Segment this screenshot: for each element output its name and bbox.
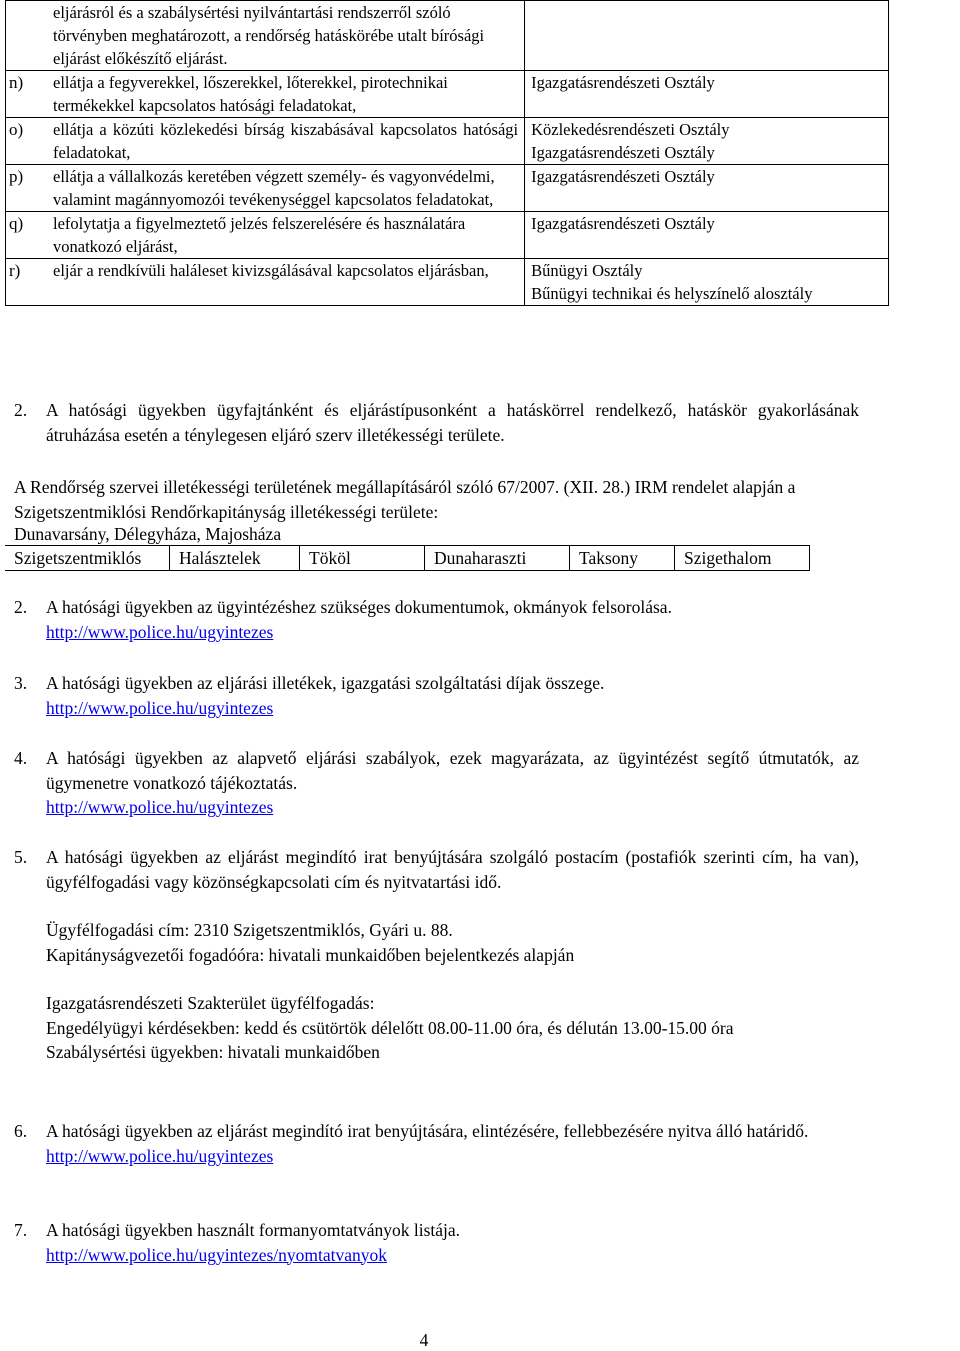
task-text: eljárásról és a szabálysértési nyilvántartási rendszerről szóló törvényben meghatározott, a rendőrség hatáskörébe utalt bírósági eljárást előkészítő eljárást. bbox=[53, 3, 485, 68]
section-number: 7. bbox=[14, 1220, 28, 1240]
department: Igazgatásrendészeti Osztály bbox=[531, 214, 715, 233]
department: Igazgatásrendészeti Osztály bbox=[531, 167, 715, 186]
section-fees bbox=[14, 671, 859, 720]
tasks-table bbox=[5, 0, 889, 306]
section-number: 2. bbox=[14, 597, 28, 617]
section-jurisdiction bbox=[14, 398, 859, 447]
section-number: 2. bbox=[14, 400, 28, 420]
places-row-1 bbox=[5, 523, 810, 546]
section-text: A hatósági ügyekben az eljárást megindító irat benyújtására, elintézésére, fellebbezésére nyitva álló határidő. bbox=[46, 1121, 809, 1141]
department-cell bbox=[525, 1, 889, 71]
department: Igazgatásrendészeti Osztály bbox=[531, 143, 715, 162]
task-cell bbox=[6, 71, 525, 118]
place-cell: Szigethalom bbox=[675, 546, 810, 570]
permit-hours: Engedélyügyi kérdésekben: kedd és csütörtök délelőtt 08.00-11.00 óra, és délután 13.00-15.00 óra bbox=[46, 1017, 734, 1038]
task-text: ellátja a közúti közlekedési bírság kiszabásával kapcsolatos hatósági feladatokat, bbox=[53, 120, 519, 162]
department-cell bbox=[525, 71, 889, 118]
page-number: 4 bbox=[419, 1330, 429, 1350]
task-letter: o) bbox=[9, 120, 24, 139]
department: Bűnügyi technikai és helyszínelő alosztály bbox=[531, 284, 813, 303]
place-cell: Szigetszentmiklós bbox=[5, 546, 170, 570]
decree-text: A Rendőrség szervei illetékességi területének megállapításáról szóló 67/2007. (XII. 28.) IRM rendelet alapján a Szigetszentmiklósi Rendőrkapitányság illetékességi területe: bbox=[14, 477, 796, 522]
section-deadlines bbox=[14, 1119, 859, 1168]
place-cell: Dunaharaszti bbox=[425, 546, 570, 570]
table-row bbox=[6, 259, 889, 306]
task-letter: q) bbox=[9, 214, 24, 233]
task-cell bbox=[6, 259, 525, 306]
table-row bbox=[6, 165, 889, 212]
places-row-2 bbox=[5, 546, 810, 571]
task-text: ellátja a fegyverekkel, lőszerekkel, lőterekkel, pirotechnikai termékekkel kapcsolatos hatósági feladatokat, bbox=[53, 73, 448, 115]
task-text: eljár a rendkívüli haláleset kivizsgálásával kapcsolatos eljárásban, bbox=[53, 261, 489, 280]
table-row bbox=[6, 118, 889, 165]
task-letter: r) bbox=[9, 261, 21, 280]
department-cell bbox=[525, 259, 889, 306]
task-text: lefolytatja a figyelmeztető jelzés felszerelésére és használatára vonatkozó eljárást, bbox=[53, 214, 466, 256]
section-rules bbox=[14, 746, 859, 820]
section-forms bbox=[14, 1218, 859, 1267]
section-number: 4. bbox=[14, 748, 28, 768]
department: Bűnügyi Osztály bbox=[531, 261, 643, 280]
section-number: 6. bbox=[14, 1121, 28, 1141]
section-number: 5. bbox=[14, 847, 28, 867]
department: Igazgatásrendészeti Osztály bbox=[531, 73, 715, 92]
department: Közlekedésrendészeti Osztály bbox=[531, 120, 730, 139]
customer-address: Ügyfélfogadási cím: 2310 Szigetszentmiklós, Gyári u. 88. bbox=[46, 920, 453, 940]
admin-reception-title: Igazgatásrendészeti Szakterület ügyfélfogadás: bbox=[46, 993, 375, 1013]
place-cell: Taksony bbox=[570, 546, 675, 570]
offence-hours: Szabálysértési ügyekben: hivatali munkaidőben bbox=[46, 1042, 380, 1062]
task-cell bbox=[6, 165, 525, 212]
chief-office-hours: Kapitányságvezetői fogadóóra: hivatali munkaidőben bejelentkezés alapján bbox=[46, 944, 575, 965]
section-number: 3. bbox=[14, 673, 28, 693]
task-cell bbox=[6, 1, 525, 71]
ugyintezes-link[interactable]: http://www.police.hu/ugyintezes bbox=[46, 621, 274, 642]
table-row bbox=[6, 212, 889, 259]
task-letter: n) bbox=[9, 73, 24, 92]
department-cell bbox=[525, 118, 889, 165]
section-text: A hatósági ügyekben ügyfajtánként és eljárástípusonként a hatáskörrel rendelkező, hatáskör gyakorlásának átruházása esetén a ténylegesen eljáró szerv illetékességi területe. bbox=[46, 400, 859, 445]
task-text: ellátja a vállalkozás keretében végzett személy- és vagyonvédelmi, valamint magánnyomozói tevékenységgel kapcsolatos feladatokat, bbox=[53, 167, 495, 209]
ugyintezes-link[interactable]: http://www.police.hu/ugyintezes bbox=[46, 1145, 274, 1166]
table-row bbox=[6, 1, 889, 71]
table-row bbox=[6, 71, 889, 118]
ugyintezes-link[interactable]: http://www.police.hu/ugyintezes bbox=[46, 697, 274, 718]
section-text: A hatósági ügyekben használt formanyomtatványok listája. bbox=[46, 1220, 461, 1240]
forms-link[interactable]: http://www.police.hu/ugyintezes/nyomtatvanyok bbox=[46, 1244, 388, 1265]
section-text: A hatósági ügyekben az eljárást megindító irat benyújtására szolgáló postacím (postafiók szerinti cím, ha van), ügyfélfogadási vagy közönségkapcsolati cím és nyitvatartási idő. bbox=[46, 847, 859, 892]
section-contact bbox=[14, 845, 859, 1065]
section-text: A hatósági ügyekben az alapvető eljárási szabályok, ezek magyarázata, az ügyintézést segítő útmutatók, az ügymenetre vonatkozó tájékoztatás. bbox=[46, 748, 859, 793]
task-letter: p) bbox=[9, 167, 24, 186]
department-cell bbox=[525, 212, 889, 259]
section-text: A hatósági ügyekben az eljárási illetékek, igazgatási szolgáltatási díjak összege. bbox=[46, 673, 605, 693]
section-text: A hatósági ügyekben az ügyintézéshez szükséges dokumentumok, okmányok felsorolása. bbox=[46, 597, 672, 617]
ugyintezes-link[interactable]: http://www.police.hu/ugyintezes bbox=[46, 797, 274, 817]
task-letter bbox=[6, 1, 53, 70]
place-cell: Halásztelek bbox=[170, 546, 300, 570]
section-documents bbox=[14, 595, 859, 644]
place-cell: Tököl bbox=[300, 546, 425, 570]
department-cell bbox=[525, 165, 889, 212]
place-list: Dunavarsány, Délegyháza, Majosháza bbox=[14, 524, 282, 544]
task-cell bbox=[6, 212, 525, 259]
task-cell bbox=[6, 118, 525, 165]
